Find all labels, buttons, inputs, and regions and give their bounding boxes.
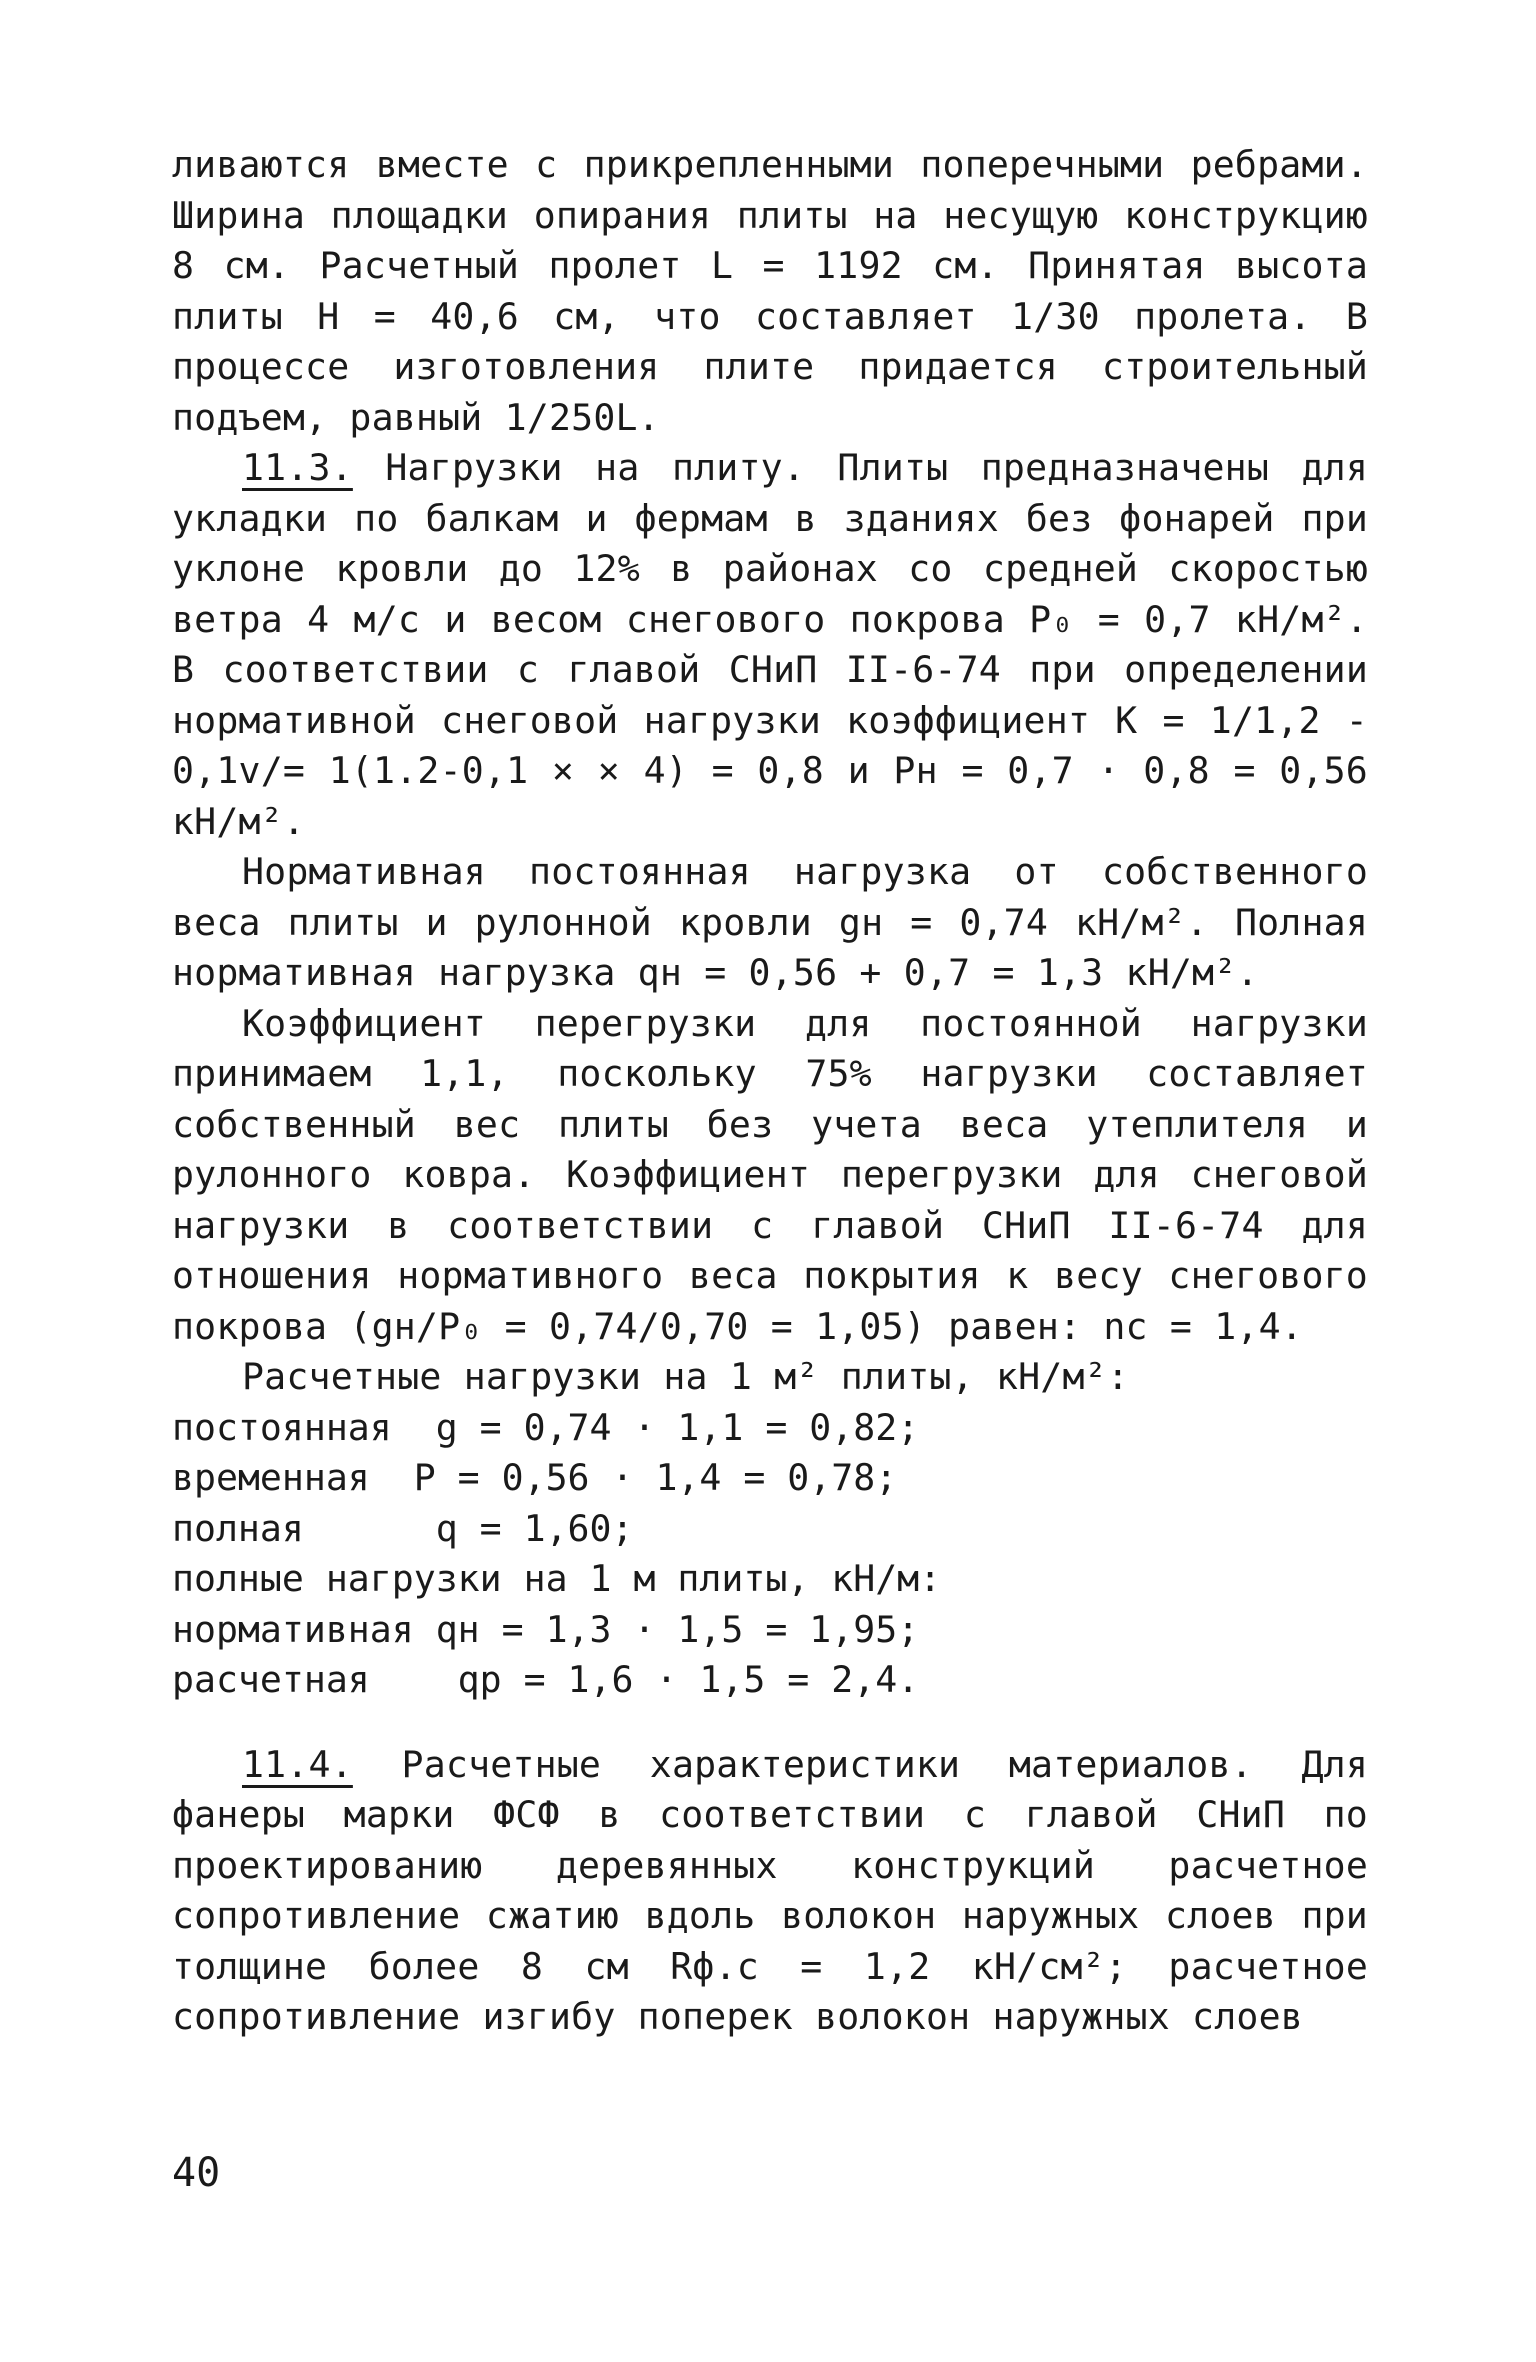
page-number: 40 — [172, 2150, 221, 2196]
paragraph-normative-load: Нормативная постоянная нагрузка от собственного веса плиты и рулонной кровли gн = 0,74 кН/м². Полная нормативная нагрузка qн = 0,56 + 0,7 = 1,3 кН/м². — [172, 850, 1368, 994]
section-11-3-text: Нагрузки на плиту. Плиты предназначены для укладки по балкам и фермам в зданиях без фонарей при уклоне кровли до 12% в районах со средней скоростью ветра 4 м/с и весом снегового покрова P₀ = 0,7 кН/м². В соответствии с главой СНиП II-6-74 при определении нормативной снеговой нагрузки коэффициент K = 1/1,2 - 0,1v/= 1(1.2-0,1 × × 4) = 0,8 и Pн = 0,7 · 0,8 = 0,56 кН/м². — [172, 446, 1368, 843]
load-row: полные нагрузки на 1 м плиты, кН/м: — [172, 1557, 942, 1600]
load-row: нормативная qн = 1,3 · 1,5 = 1,95; — [172, 1607, 920, 1651]
loads-intro: Расчетные нагрузки на 1 м² плиты, кН/м²: — [242, 1355, 1129, 1398]
load-row: постоянная g = 0,74 · 1,1 = 0,82; — [172, 1405, 920, 1449]
section-11-3-number: 11.3. — [242, 446, 353, 489]
section-11-3-paragraph — [172, 443, 1368, 847]
section-11-4-paragraph — [172, 1740, 1368, 2043]
load-row: расчетная qр = 1,6 · 1,5 = 2,4. — [172, 1658, 920, 1701]
page-body — [172, 140, 1368, 2043]
load-row: временная P = 0,56 · 1,4 = 0,78; — [172, 1456, 898, 1499]
paragraph-overload-factor: Коэффициент перегрузки для постоянной нагрузки принимаем 1,1, поскольку 75% нагрузки составляет собственный вес плиты без учета веса утеплителя и рулонного ковра. Коэффициент перегрузки для снеговой нагрузки в соответствии с главой СНиП II-6-74 для отношения нормативного веса покрытия к весу снегового покрова (gн/P₀ = 0,74/0,70 = 1,05) равен: nс = 1,4. — [172, 1001, 1368, 1348]
paragraph-continuation: ливаются вместе с прикрепленными поперечными ребрами. Ширина площадки опирания плиты на несущую конструкцию 8 см. Расчетный пролет L = 1192 см. Принятая высота плиты H = 40,6 см, что составляет 1/30 пролета. В процессе изготовления плите придается строительный подъем, равный 1/250L. — [172, 143, 1368, 439]
loads-list — [172, 1403, 1368, 1706]
section-11-4-number: 11.4. — [242, 1742, 353, 1786]
load-row: полная q = 1,60; — [172, 1506, 634, 1550]
section-11-4-text: Расчетные характеристики материалов. Для фанеры марки ФСФ в соответствии с главой СНиП по проектированию деревянных конструкций расчетное сопротивление сжатию вдоль волокон наружных слоев при толщине более 8 см Rф.с = 1,2 кН/см²; расчетное сопротивление изгибу поперек волокон наружных слоев — [172, 1742, 1368, 2038]
